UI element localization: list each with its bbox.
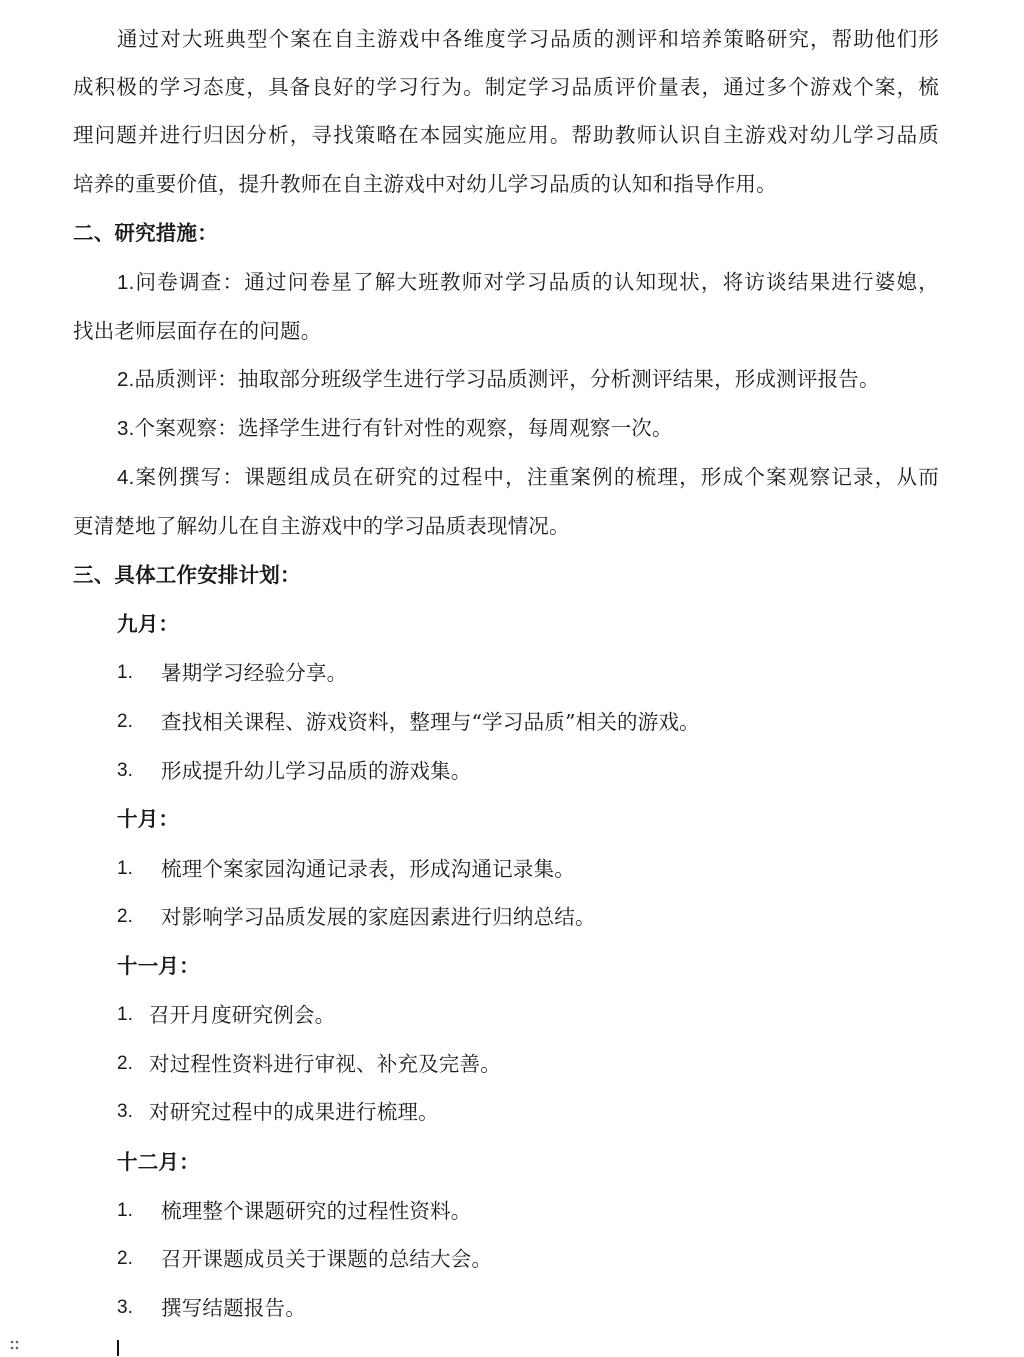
section-3-heading: 三、具体工作安排计划： [73,563,301,587]
december-item-3-number: 3. [117,1297,133,1318]
september-item-3: 形成提升幼儿学习品质的游戏集。 [161,759,472,783]
november-item-2-number: 2. [117,1053,133,1074]
intro-line-4: 培养的重要价值，提升教师在自主游戏中对幼儿学习品质的认知和指导作用。 [73,172,777,196]
intro-line-1: 通过对大班典型个案在自主游戏中各维度学习品质的测评和培养策略研究，帮助他们形 [117,27,939,51]
month-december-label: 十二月： [117,1150,200,1174]
september-item-1: 暑期学习经验分享。 [161,661,348,685]
drag-handle-icon[interactable] [10,1340,24,1352]
measure-1-number: 1. [117,271,135,294]
measure-4-number: 4. [117,466,135,489]
measure-2-text: 品质测评：抽取部分班级学生进行学习品质测评，分析测评结果，形成测评报告。 [134,367,880,391]
december-item-1-number: 1. [117,1200,133,1221]
text-cursor [117,1340,119,1356]
september-item-3-number: 3. [117,760,133,781]
november-item-3-number: 3. [117,1101,133,1122]
november-item-3: 对研究过程中的成果进行梳理。 [149,1100,439,1124]
october-item-1: 梳理个案家园沟通记录表，形成沟通记录集。 [161,857,575,881]
drag-handle-icon-glyph [10,1340,20,1352]
section-2-heading: 二、研究措施： [73,221,218,245]
december-item-2: 召开课题成员关于课题的总结大会。 [161,1247,493,1271]
measure-1-line-2: 找出老师层面存在的问题。 [73,319,322,343]
december-item-1: 梳理整个课题研究的过程性资料。 [161,1199,472,1223]
december-item-3: 撰写结题报告。 [161,1296,306,1320]
measure-4-line-2: 更清楚地了解幼儿在自主游戏中的学习品质表现情况。 [73,514,570,538]
intro-line-2: 成积极的学习态度，具备良好的学习行为。制定学习品质评价量表，通过多个游戏个案，梳 [73,75,939,99]
measure-2-number: 2. [117,368,135,391]
measure-3 [117,415,673,442]
measure-1-line-1 [117,269,939,296]
september-item-1-number: 1. [117,662,133,683]
month-october-label: 十月： [117,807,180,831]
intro-line-3: 理问题并进行归因分析，寻找策略在本园实施应用。帮助教师认识自主游戏对幼儿学习品质 [73,123,939,147]
measure-3-text: 个案观察：选择学生进行有针对性的观察，每周观察一次。 [134,416,673,440]
measure-3-number: 3. [117,417,135,440]
november-item-2: 对过程性资料进行审视、补充及完善。 [149,1052,501,1076]
november-item-1: 召开月度研究例会。 [149,1003,336,1027]
october-item-2-number: 2. [117,906,133,927]
measure-4-text: 案例撰写：课题组成员在研究的过程中，注重案例的梳理，形成个案观察记录，从而 [134,465,939,489]
october-item-2: 对影响学习品质发展的家庭因素进行归纳总结。 [161,905,596,929]
december-item-2-number: 2. [117,1248,133,1269]
october-item-1-number: 1. [117,858,133,879]
measure-4-line-1 [117,464,939,491]
november-item-1-number: 1. [117,1004,133,1025]
measure-1-text: 问卷调查：通过问卷星了解大班教师对学习品质的认知现状，将访谈结果进行婆媳， [134,270,939,294]
month-november-label: 十一月： [117,954,200,978]
september-item-2-number: 2. [117,711,133,732]
measure-2 [117,366,880,393]
september-item-2: 查找相关课程、游戏资料，整理与“学习品质”相关的游戏。 [161,710,700,734]
month-september-label: 九月： [117,612,180,636]
